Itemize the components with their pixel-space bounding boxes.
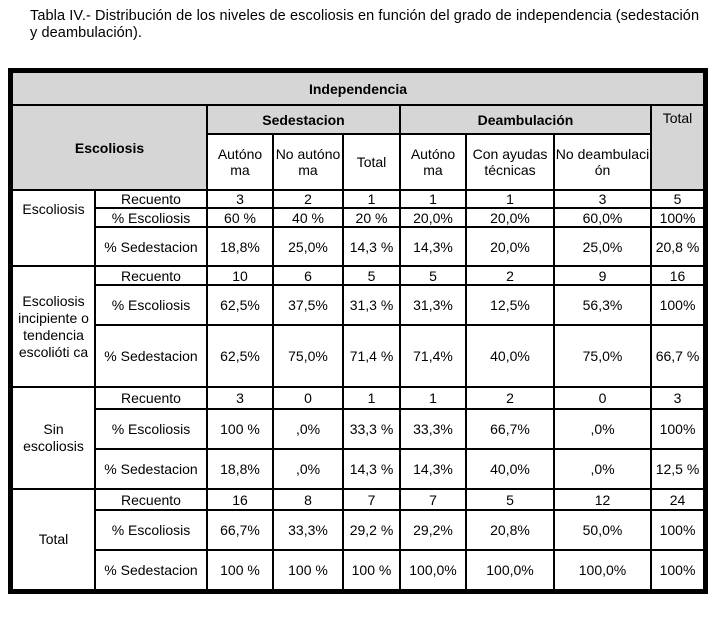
row-label-recuento: Recuento bbox=[95, 489, 207, 510]
header-sedestacion: Sedestacion bbox=[207, 105, 400, 134]
table-cell: 3 bbox=[651, 387, 704, 409]
table-cell: 100,0% bbox=[466, 550, 554, 590]
table-cell: 100% bbox=[651, 208, 704, 227]
table-row bbox=[12, 325, 704, 387]
table-cell: 1 bbox=[343, 190, 400, 208]
table-cell: 20,8% bbox=[466, 510, 554, 550]
header-independencia: Independencia bbox=[12, 72, 704, 105]
table-cell: 40,0% bbox=[466, 325, 554, 387]
table-cell: 71,4 % bbox=[343, 325, 400, 387]
table-cell: 31,3 % bbox=[343, 285, 400, 325]
row-label-pct-sedestacion: % Sedestacion bbox=[95, 550, 207, 590]
table-row bbox=[12, 285, 704, 325]
table-cell: 50,0% bbox=[554, 510, 651, 550]
table-row bbox=[12, 208, 704, 227]
table-cell: 100% bbox=[651, 285, 704, 325]
table-cell: 6 bbox=[273, 266, 343, 285]
table-cell: 66,7 % bbox=[651, 325, 704, 387]
table-cell: 100% bbox=[651, 510, 704, 550]
row-label-pct-escoliosis: % Escoliosis bbox=[95, 510, 207, 550]
table-row bbox=[12, 449, 704, 489]
table-cell: 5 bbox=[466, 489, 554, 510]
table-row bbox=[12, 510, 704, 550]
table-cell: 1 bbox=[400, 190, 466, 208]
col-deamb-autonoma: Autóno ma bbox=[400, 134, 466, 190]
table-cell: 10 bbox=[207, 266, 273, 285]
table-cell: 2 bbox=[466, 266, 554, 285]
table-cell: 20,0% bbox=[400, 208, 466, 227]
table-cell: 14,3 % bbox=[343, 227, 400, 266]
table-cell: 0 bbox=[554, 387, 651, 409]
col-deamb-con-ayudas: Con ayudas técnicas bbox=[466, 134, 554, 190]
table-cell: 20,8 % bbox=[651, 227, 704, 266]
table-cell: 14,3 % bbox=[343, 449, 400, 489]
col-sed-total: Total bbox=[343, 134, 400, 190]
table-cell: 31,3% bbox=[400, 285, 466, 325]
table-cell: 20,0% bbox=[466, 208, 554, 227]
row-label-pct-escoliosis: % Escoliosis bbox=[95, 285, 207, 325]
col-no-deambulacion: No deambulaci ón bbox=[554, 134, 651, 190]
table-row bbox=[12, 227, 704, 266]
table-cell: 3 bbox=[207, 190, 273, 208]
header-deambulacion: Deambulación bbox=[400, 105, 651, 134]
table-cell: 9 bbox=[554, 266, 651, 285]
table-cell: 12,5 % bbox=[651, 449, 704, 489]
table-cell: 12,5% bbox=[466, 285, 554, 325]
row-label-recuento: Recuento bbox=[95, 266, 207, 285]
table-cell: 33,3% bbox=[273, 510, 343, 550]
table-cell: 0 bbox=[273, 387, 343, 409]
table-cell: 100% bbox=[651, 550, 704, 590]
table-cell: 18,8% bbox=[207, 449, 273, 489]
table-cell: 100 % bbox=[343, 550, 400, 590]
scoliosis-table-frame bbox=[8, 68, 708, 594]
table-cell: 71,4% bbox=[400, 325, 466, 387]
table-cell: 100 % bbox=[273, 550, 343, 590]
table-cell: 5 bbox=[400, 266, 466, 285]
table-cell: 3 bbox=[554, 190, 651, 208]
table-cell: 3 bbox=[207, 387, 273, 409]
table-cell: 100,0% bbox=[554, 550, 651, 590]
table-cell: 66,7% bbox=[207, 510, 273, 550]
table-cell: 5 bbox=[651, 190, 704, 208]
col-sed-no-autonoma: No autóno ma bbox=[273, 134, 343, 190]
table-cell: 1 bbox=[343, 387, 400, 409]
col-sed-autonoma: Autóno ma bbox=[207, 134, 273, 190]
table-cell: 62,5% bbox=[207, 325, 273, 387]
table-cell: 100% bbox=[651, 409, 704, 449]
table-cell: 1 bbox=[400, 387, 466, 409]
table-cell: 56,3% bbox=[554, 285, 651, 325]
table-row bbox=[12, 550, 704, 590]
group-label-escoliosis: Escoliosis bbox=[12, 190, 95, 266]
table-row bbox=[12, 387, 704, 409]
table-cell: 20 % bbox=[343, 208, 400, 227]
row-label-pct-escoliosis: % Escoliosis bbox=[95, 208, 207, 227]
table-cell: 29,2% bbox=[400, 510, 466, 550]
table-cell: 14,3% bbox=[400, 227, 466, 266]
table-cell: ,0% bbox=[273, 449, 343, 489]
table-cell: 2 bbox=[466, 387, 554, 409]
table-cell: 33,3% bbox=[400, 409, 466, 449]
table-cell: 75,0% bbox=[554, 325, 651, 387]
table-cell: 12 bbox=[554, 489, 651, 510]
table-cell: 29,2 % bbox=[343, 510, 400, 550]
table-cell: ,0% bbox=[554, 449, 651, 489]
table-cell: 16 bbox=[207, 489, 273, 510]
table-cell: ,0% bbox=[273, 409, 343, 449]
table-cell: 25,0% bbox=[554, 227, 651, 266]
table-cell: 40,0% bbox=[466, 449, 554, 489]
header-total: Total bbox=[651, 105, 704, 190]
table-cell: 60 % bbox=[207, 208, 273, 227]
row-label-pct-sedestacion: % Sedestacion bbox=[95, 325, 207, 387]
row-label-pct-escoliosis: % Escoliosis bbox=[95, 409, 207, 449]
table-cell: 100 % bbox=[207, 550, 273, 590]
table-cell: 7 bbox=[400, 489, 466, 510]
table-cell: 75,0% bbox=[273, 325, 343, 387]
table-row bbox=[12, 190, 704, 208]
group-label-sin-escoliosis: Sin escoliosis bbox=[12, 387, 95, 489]
table-cell: 8 bbox=[273, 489, 343, 510]
table-cell: 24 bbox=[651, 489, 704, 510]
table-cell: 37,5% bbox=[273, 285, 343, 325]
table-caption: Tabla IV.- Distribución de los niveles de escoliosis en función del grado de independencia (sedestación y deambulación). bbox=[30, 8, 700, 41]
table-cell: 5 bbox=[343, 266, 400, 285]
table-cell: 40 % bbox=[273, 208, 343, 227]
table-cell: ,0% bbox=[554, 409, 651, 449]
table-row bbox=[12, 266, 704, 285]
table-cell: 7 bbox=[343, 489, 400, 510]
row-label-recuento: Recuento bbox=[95, 190, 207, 208]
table-cell: 62,5% bbox=[207, 285, 273, 325]
table-cell: 60,0% bbox=[554, 208, 651, 227]
table-cell: 16 bbox=[651, 266, 704, 285]
table-row bbox=[12, 409, 704, 449]
table-cell: 18,8% bbox=[207, 227, 273, 266]
row-label-recuento: Recuento bbox=[95, 387, 207, 409]
table-cell: 33,3 % bbox=[343, 409, 400, 449]
row-label-pct-sedestacion: % Sedestacion bbox=[95, 449, 207, 489]
table-cell: 25,0% bbox=[273, 227, 343, 266]
header-escoliosis: Escoliosis bbox=[12, 105, 207, 190]
table-cell: 1 bbox=[466, 190, 554, 208]
scoliosis-independence-table bbox=[11, 71, 705, 591]
group-label-total: Total bbox=[12, 489, 95, 590]
table-cell: 100 % bbox=[207, 409, 273, 449]
table-cell: 14,3% bbox=[400, 449, 466, 489]
group-label-incipiente: Escoliosis incipiente o tendencia escolióti ca bbox=[12, 266, 95, 387]
table-cell: 2 bbox=[273, 190, 343, 208]
table-row bbox=[12, 489, 704, 510]
row-label-pct-sedestacion: % Sedestacion bbox=[95, 227, 207, 266]
table-cell: 20,0% bbox=[466, 227, 554, 266]
table-cell: 100,0% bbox=[400, 550, 466, 590]
table-cell: 66,7% bbox=[466, 409, 554, 449]
